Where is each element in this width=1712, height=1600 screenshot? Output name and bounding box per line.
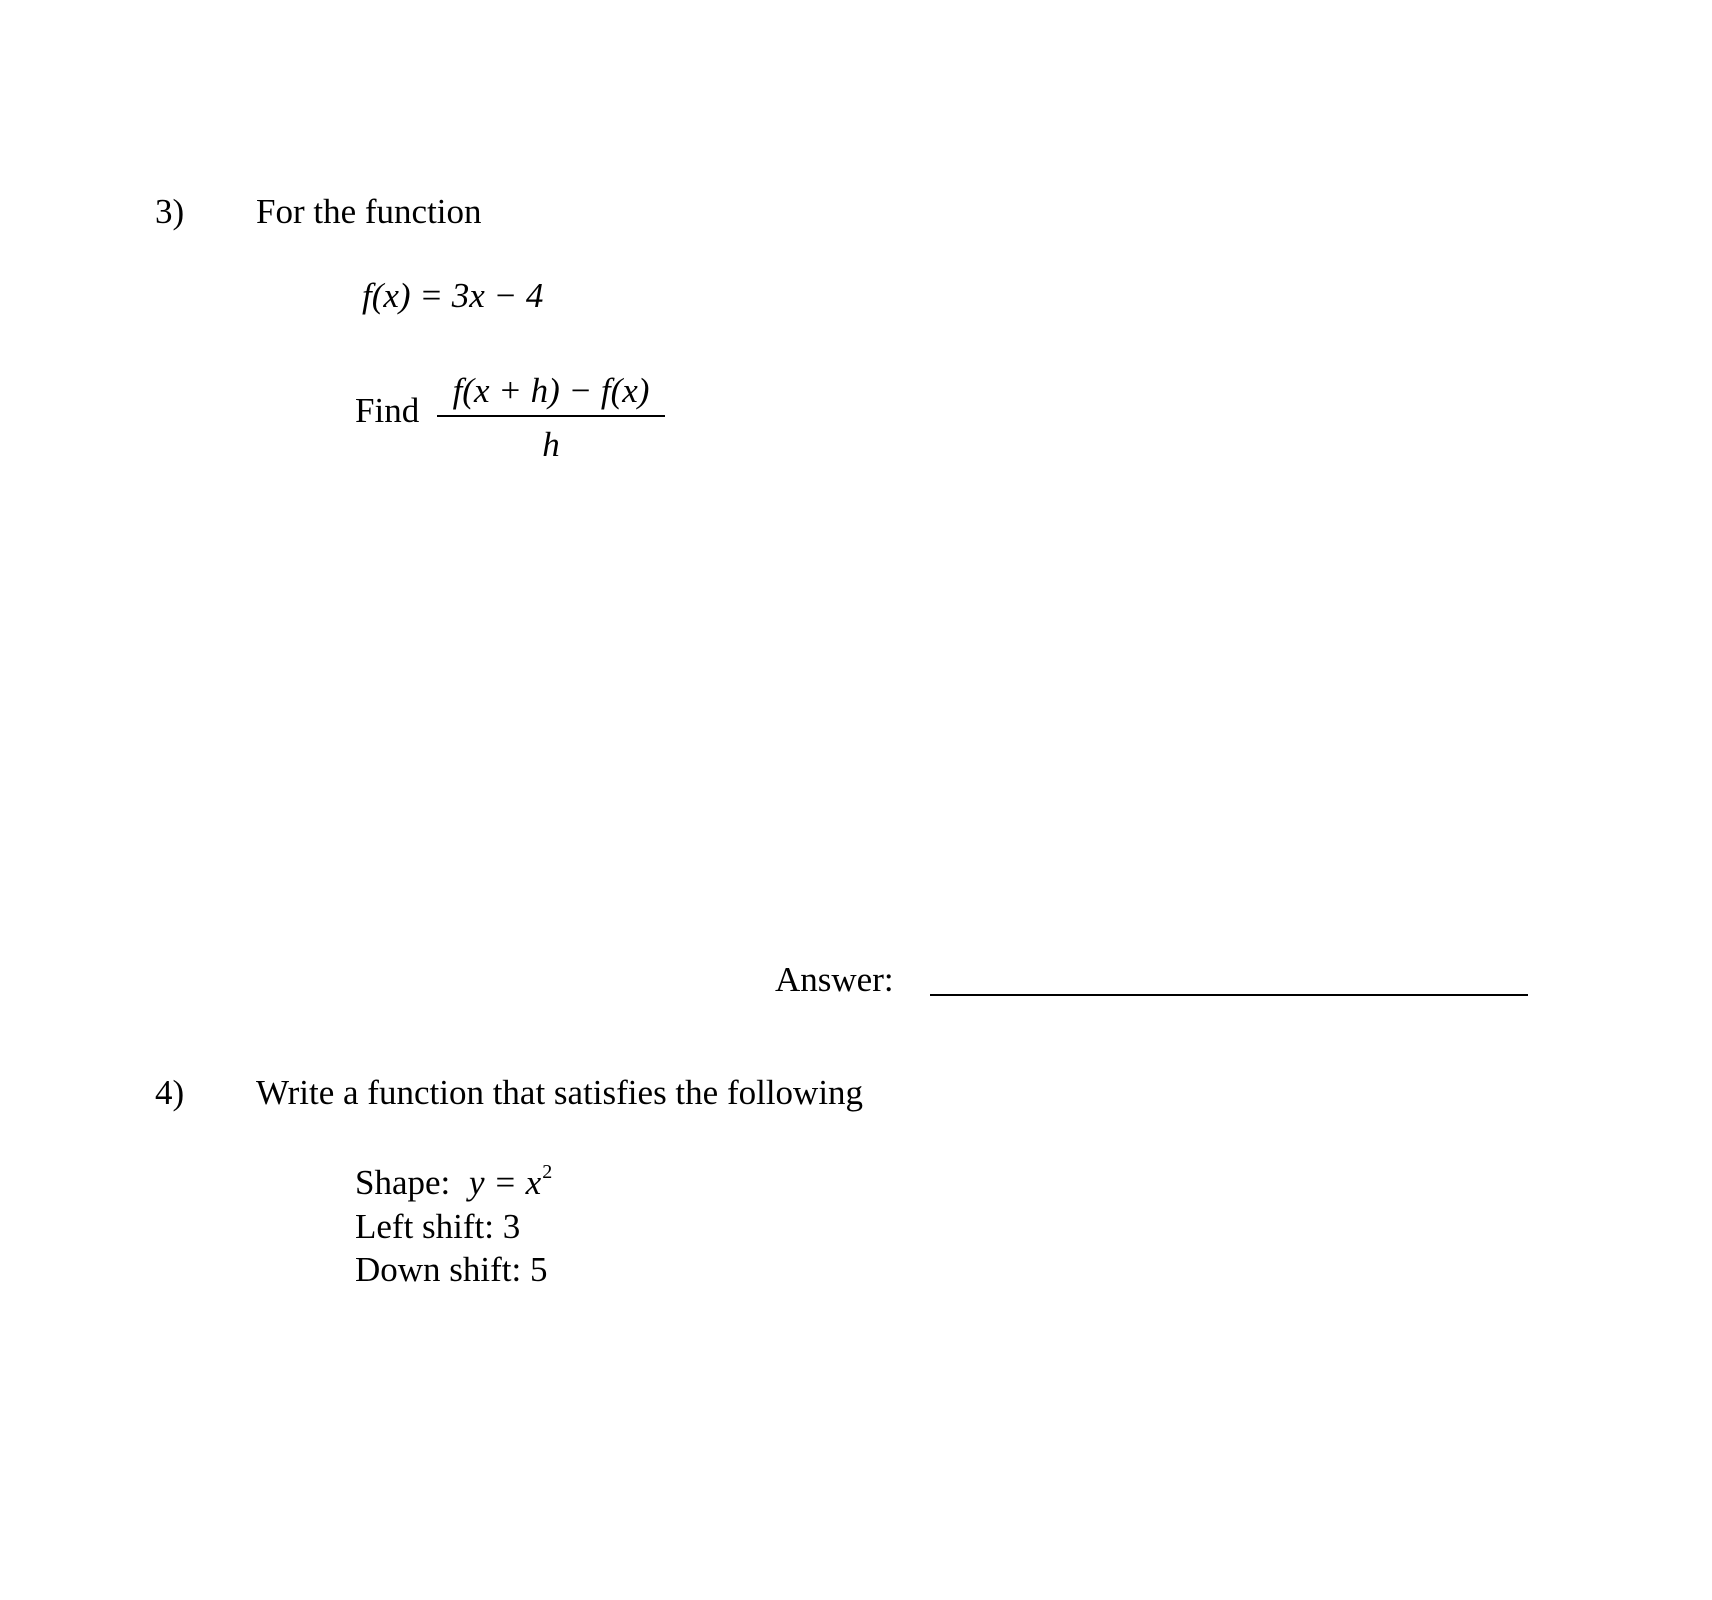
answer-label: Answer: xyxy=(775,960,894,999)
shape-label: Shape: xyxy=(355,1163,451,1202)
question-4-prompt: Write a function that satisfies the following xyxy=(256,1073,864,1112)
question-4-number: 4) xyxy=(155,1073,185,1112)
difference-quotient-numerator: f(x + h) − f(x) xyxy=(452,371,650,410)
shape-line xyxy=(355,1162,552,1200)
question-3-number: 3) xyxy=(155,192,185,231)
shape-exponent: 2 xyxy=(542,1161,553,1183)
function-definition: f(x) = 3x − 4 xyxy=(362,276,544,315)
left-shift: Left shift: 3 xyxy=(355,1207,521,1246)
answer-blank-line[interactable] xyxy=(930,994,1528,996)
shape-expression: y = x xyxy=(469,1163,542,1202)
down-shift: Down shift: 5 xyxy=(355,1250,548,1289)
difference-quotient-denominator: h xyxy=(542,425,560,464)
find-label: Find xyxy=(355,391,420,430)
difference-quotient xyxy=(437,371,665,465)
question-3-prompt: For the function xyxy=(256,192,482,231)
